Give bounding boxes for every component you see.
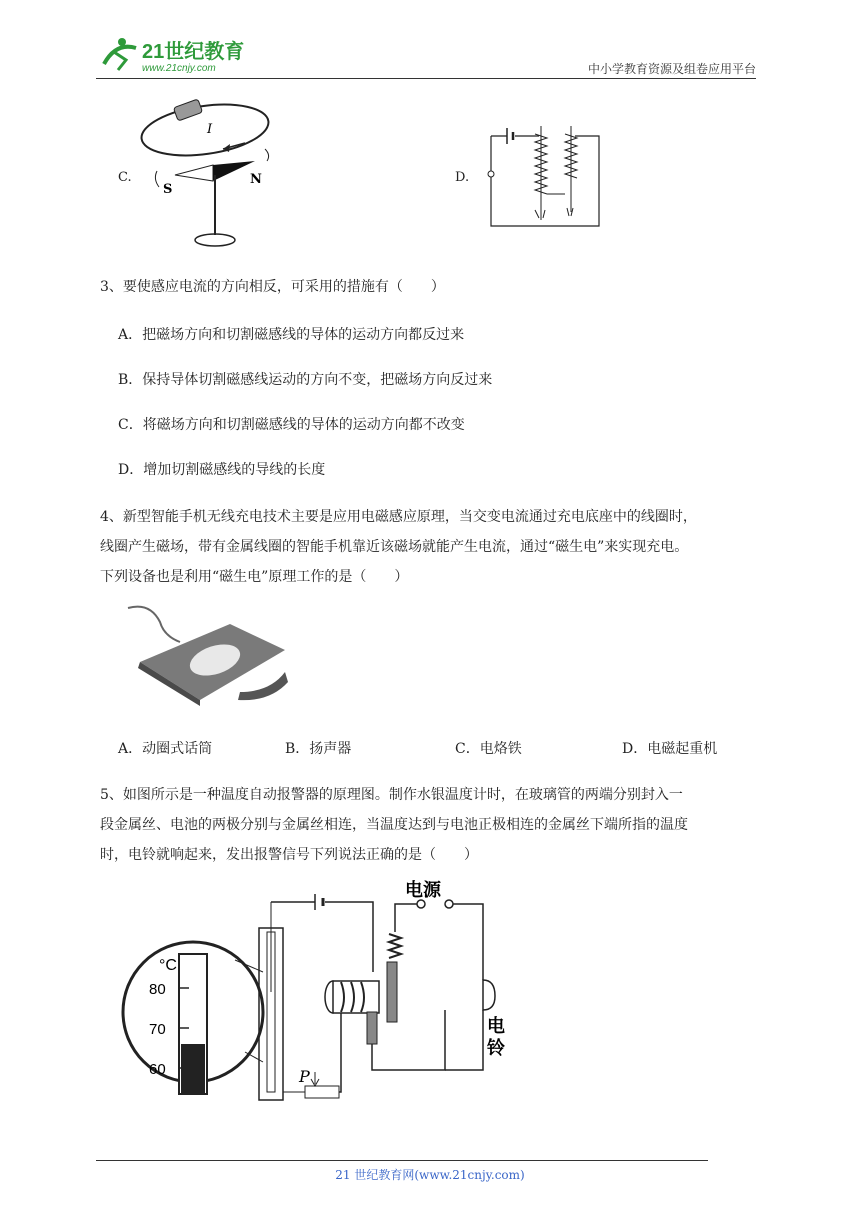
q3-option-a[interactable]: A．把磁场方向和切割磁感线的导体的运动方向都反过来 xyxy=(118,327,465,343)
s-pole: S xyxy=(163,182,173,197)
logo-text: 21世纪教育 xyxy=(142,41,245,63)
figure-c-compass xyxy=(135,95,275,255)
q3-stem: 3、要使感应电流的方向相反，可采用的措施有（ ） xyxy=(100,279,445,295)
q4-option-a[interactable]: A．动圈式话筒 xyxy=(118,741,213,757)
q4-line-3: 下列设备也是利用“磁生电”原理工作的是（ ） xyxy=(100,569,409,585)
alarm-circuit-diagram xyxy=(115,872,515,1112)
temp-unit: °C xyxy=(159,957,177,974)
q5-stem xyxy=(100,780,760,870)
q4-stem xyxy=(100,502,760,592)
q3-option-d[interactable]: D．增加切割磁感线的导线的长度 xyxy=(118,462,326,478)
footer-text: 21 世纪教育网(www.21cnjy.com) xyxy=(335,1168,525,1182)
rheostat-p: P xyxy=(299,1067,310,1086)
q3-option-b[interactable]: B．保持导体切割磁感线运动的方向不变，把磁场方向反过来 xyxy=(118,372,493,388)
current-label: I xyxy=(207,122,213,137)
site-logo xyxy=(96,34,266,74)
temp-80: 80 xyxy=(149,981,166,998)
q4-line-2: 线圈产生磁场，带有金属线圈的智能手机靠近该磁场就能产生电流，通过“磁生电”来实现充电。 xyxy=(100,539,689,555)
header-divider xyxy=(96,78,756,79)
n-pole: N xyxy=(250,172,262,187)
q4-option-d[interactable]: D．电磁起重机 xyxy=(622,741,718,757)
q4-option-b[interactable]: B．扬声器 xyxy=(285,741,352,757)
q4-option-c[interactable]: C．电烙铁 xyxy=(455,741,522,757)
bell-label-2: 铃 xyxy=(487,1038,505,1058)
q5-line-3: 时，电铃就响起来，发出报警信号下列说法正确的是（ ） xyxy=(100,847,478,863)
q5-line-2: 段金属丝、电池的两极分别与金属丝相连，当温度达到与电池正极相连的金属丝下端所指的温度 xyxy=(100,817,688,833)
temp-70: 70 xyxy=(149,1021,166,1038)
figure-c-label: C. xyxy=(118,170,132,185)
q4-line-1: 4、新型智能手机无线充电技术主要是应用电磁感应原理，当交变电流通过充电底座中的线圈时， xyxy=(100,509,697,525)
temp-60: 60 xyxy=(149,1061,166,1078)
wireless-charger-photo xyxy=(120,602,290,707)
logo-sub: www.21cnjy.com xyxy=(142,63,216,74)
footer-divider xyxy=(96,1160,708,1161)
figure-d-label: D. xyxy=(455,170,470,185)
power-label: 电源 xyxy=(405,880,441,900)
figure-d-electromagnets xyxy=(485,122,605,232)
bell-label-1: 电 xyxy=(487,1016,505,1036)
platform-name: 中小学教育资源及组卷应用平台 xyxy=(587,62,756,76)
q4-options xyxy=(0,738,860,758)
q5-line-1: 5、如图所示是一种温度自动报警器的原理图。制作水银温度计时，在玻璃管的两端分别封入一 xyxy=(100,787,683,803)
q3-option-c[interactable]: C．将磁场方向和切割磁感线的导体的运动方向都不改变 xyxy=(118,417,465,433)
